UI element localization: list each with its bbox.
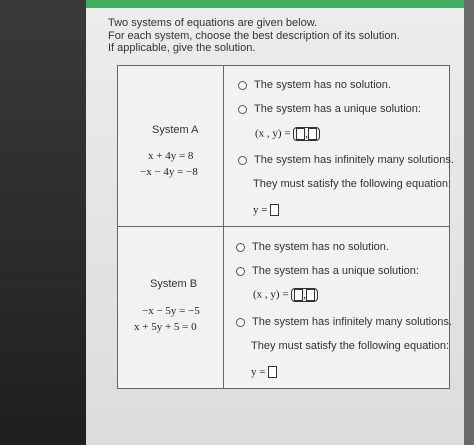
- y-prefix: y =: [253, 204, 271, 216]
- instructions: [108, 17, 400, 55]
- option-label: The system has a unique solution:: [254, 103, 421, 115]
- system-b-option-infinite[interactable]: [236, 316, 452, 328]
- y-equation-box[interactable]: [270, 204, 279, 216]
- table-divider-vertical: [223, 66, 224, 388]
- radio-icon[interactable]: [238, 156, 247, 165]
- question-panel: [86, 8, 464, 445]
- system-a-must-satisfy: They must satisfy the following equation:: [253, 178, 452, 190]
- radio-icon[interactable]: [236, 318, 245, 327]
- option-label: The system has a unique solution:: [252, 265, 419, 277]
- system-b-pair-answer: [253, 288, 318, 302]
- radio-icon[interactable]: [238, 81, 247, 90]
- instruction-line-1: Two systems of equations are given below.: [108, 17, 318, 29]
- radio-icon[interactable]: [236, 243, 245, 252]
- radio-icon[interactable]: [238, 105, 247, 114]
- system-a-option-infinite[interactable]: [238, 154, 454, 166]
- y-equation-box[interactable]: [268, 366, 277, 378]
- option-label: The system has no solution.: [254, 79, 391, 91]
- system-a-equation-1: x + 4y = 8: [148, 150, 194, 162]
- instruction-line-2: For each system, choose the best description of its solution.: [108, 29, 400, 42]
- system-b-label: System B: [150, 278, 198, 290]
- instruction-line-3: If applicable, give the solution.: [108, 42, 256, 54]
- system-a-equation-2: −x − 4y = −8: [140, 166, 198, 178]
- option-label: The system has infinitely many solutions.: [252, 316, 452, 328]
- pair-input-group: ,: [291, 288, 318, 302]
- top-accent-bar: [86, 0, 464, 8]
- y-answer-box[interactable]: [306, 289, 315, 301]
- radio-icon[interactable]: [236, 267, 245, 276]
- system-b-option-no-solution[interactable]: [236, 241, 389, 253]
- system-a-y-answer: [253, 204, 279, 216]
- system-b-must-satisfy: They must satisfy the following equation:: [251, 340, 450, 352]
- system-b-y-answer: [251, 366, 277, 378]
- system-b-equation-2: x + 5y + 5 = 0: [134, 321, 197, 333]
- y-prefix: y =: [251, 366, 269, 378]
- left-background: [0, 0, 86, 445]
- option-label: The system has infinitely many solutions.: [254, 154, 454, 166]
- system-b-option-unique[interactable]: [236, 265, 419, 277]
- right-background: [464, 0, 474, 445]
- system-a-pair-answer: [255, 127, 320, 141]
- system-a-label: System A: [152, 124, 199, 136]
- pair-prefix: (x , y) =: [255, 127, 294, 140]
- systems-table: [117, 65, 454, 389]
- y-answer-box[interactable]: [308, 128, 317, 140]
- x-answer-box[interactable]: [294, 289, 303, 301]
- pair-input-group: ,: [293, 127, 320, 141]
- system-b-equation-1: −x − 5y = −5: [142, 305, 200, 317]
- table-divider-horizontal: [118, 226, 449, 227]
- option-label: The system has no solution.: [252, 241, 389, 253]
- x-answer-box[interactable]: [296, 128, 305, 140]
- system-a-option-unique[interactable]: [238, 103, 421, 115]
- system-a-option-no-solution[interactable]: [238, 79, 391, 91]
- pair-prefix: (x , y) =: [253, 288, 292, 301]
